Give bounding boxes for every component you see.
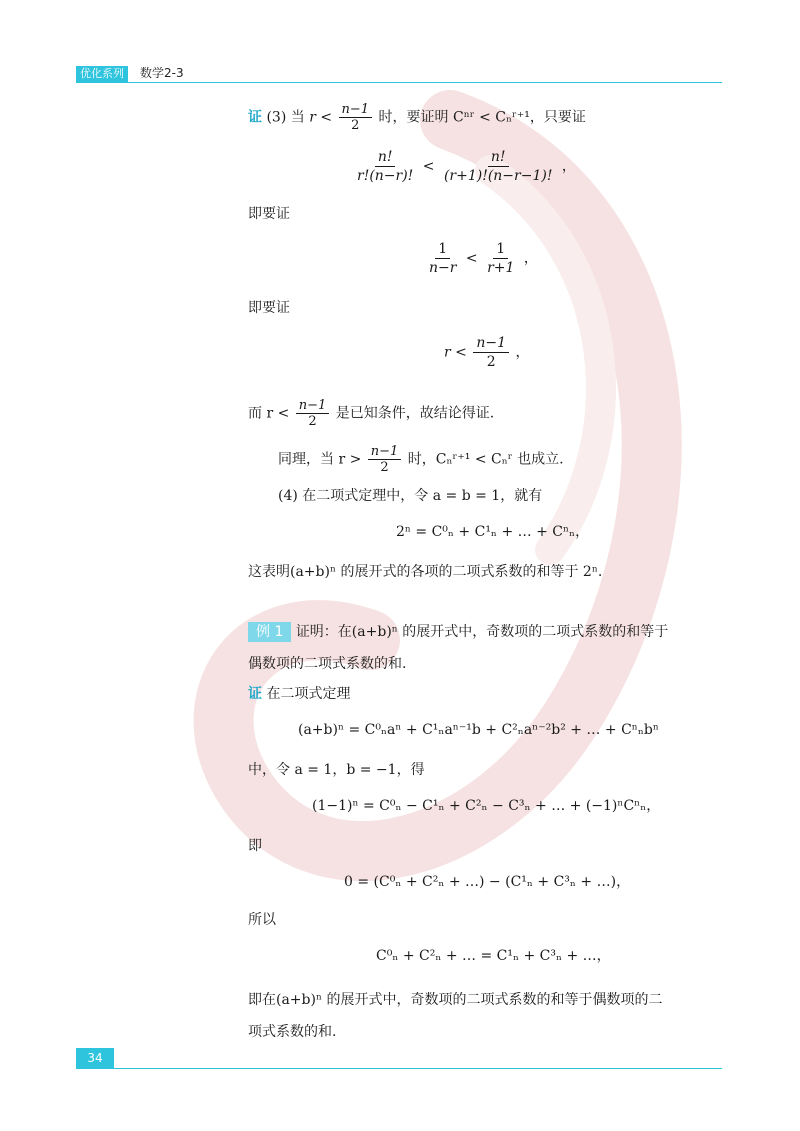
reciprocal-lhs — [426, 240, 459, 277]
r-inequality — [444, 334, 529, 371]
factorial-end: ， — [561, 158, 576, 175]
reciprocal-rhs-den: r+1 — [487, 260, 515, 276]
r-inequality-end: ， — [515, 344, 530, 361]
similar-text-2: 时，Cₙʳ⁺¹ < Cₙʳ 也成立. — [407, 451, 564, 468]
final-equation: C⁰ₙ + C²ₙ + … = C¹ₙ + C³ₙ + …， — [376, 948, 611, 964]
factorial-rhs-num: n! — [488, 148, 509, 167]
proof2-line1: 在二项式定理 — [266, 686, 351, 702]
reciprocal-rhs — [484, 240, 517, 277]
factorial-rhs — [441, 148, 556, 185]
need-prove-2: 即要证 — [248, 300, 290, 316]
known-condition-line — [248, 398, 494, 429]
similar-fraction-den: 2 — [380, 460, 389, 475]
intro-var: r — [309, 109, 316, 126]
known-text-2: 是已知条件，故结论得证. — [335, 405, 495, 422]
known-fraction-den: 2 — [308, 414, 317, 429]
similar-fraction — [368, 444, 402, 475]
r-inequality-lhs: r < — [444, 344, 467, 361]
proof-mark: 证 — [248, 109, 262, 126]
intro-text-1: (3) 当 — [266, 109, 310, 126]
final-conclusion-line1: 即在(a+b)ⁿ 的展开式中，奇数项的二项式系数的和等于偶数项的二 — [248, 992, 663, 1008]
factorial-lhs-den: r!(n−r)! — [357, 168, 414, 184]
factorial-inequality — [352, 148, 576, 185]
book-title: 数学2-3 — [140, 66, 184, 80]
condition-fraction-num: n−1 — [339, 102, 373, 118]
known-fraction-num: n−1 — [296, 398, 330, 414]
r-inequality-den: 2 — [486, 354, 496, 370]
series-badge: 优化系列 — [76, 66, 128, 82]
reciprocal-inequality — [424, 240, 538, 277]
reciprocal-lhs-den: n−r — [429, 260, 457, 276]
factorial-relation: < — [422, 158, 435, 175]
factorial-lhs — [354, 148, 416, 185]
intro-text-4: ⁿʳ < Cₙʳ⁺¹，只要证 — [463, 109, 586, 126]
reciprocal-rhs-num: 1 — [493, 240, 508, 259]
page-number: 34 — [76, 1048, 114, 1068]
example-label: 例 1 — [248, 622, 291, 642]
known-fraction — [296, 398, 330, 429]
factorial-lhs-num: n! — [375, 148, 396, 167]
factorial-rhs-den: (r+1)!(n−r−1)! — [443, 168, 553, 184]
proof2-line4: 所以 — [248, 912, 276, 928]
footer-rule — [76, 1068, 722, 1069]
r-inequality-num: n−1 — [473, 334, 509, 353]
example1-statement-line2: 偶数项的二项式系数的和. — [248, 656, 407, 672]
example1-statement-line1 — [248, 622, 668, 642]
condition-fraction — [339, 102, 373, 133]
similar-fraction-num: n−1 — [368, 444, 402, 460]
intro-text-3: 时，要证明 C — [378, 109, 464, 126]
proof-part3-intro — [248, 102, 586, 133]
binomial-sum-equation: 2ⁿ = C⁰ₙ + C¹ₙ + … + Cⁿₙ， — [396, 524, 590, 540]
similar-text-1: 同理，当 r > — [278, 451, 362, 468]
proof2-mark: 证 — [248, 686, 262, 702]
r-inequality-fraction — [473, 334, 509, 371]
final-conclusion-line2: 项式系数的和. — [248, 1024, 337, 1040]
part4-line: (4) 在二项式定理中，令 a = b = 1，就有 — [278, 488, 543, 504]
reciprocal-lhs-num: 1 — [435, 240, 450, 259]
proof2-line3: 即 — [248, 838, 262, 854]
alternating-sum-equation: (1−1)ⁿ = C⁰ₙ − C¹ₙ + C²ₙ − C³ₙ + … + (−1)ⁿCⁿₙ， — [312, 798, 661, 814]
similarly-line — [278, 444, 564, 475]
reciprocal-relation: < — [465, 250, 478, 267]
need-prove-1: 即要证 — [248, 206, 290, 222]
header-rule — [76, 82, 722, 83]
example-statement-1: 证明：在(a+b)ⁿ 的展开式中，奇数项的二项式系数的和等于 — [295, 624, 669, 640]
zero-equation: 0 = (C⁰ₙ + C²ₙ + …) − (C¹ₙ + C³ₙ + …)， — [344, 874, 631, 890]
intro-text-2: < — [315, 109, 337, 126]
condition-fraction-den: 2 — [351, 118, 360, 133]
proof2-intro — [248, 684, 350, 704]
proof2-line2: 中，令 a = 1，b = −1，得 — [248, 762, 425, 778]
reciprocal-end: ， — [523, 250, 538, 267]
sum-conclusion: 这表明(a+b)ⁿ 的展开式的各项的二项式系数的和等于 2ⁿ. — [248, 564, 603, 580]
known-text-1: 而 r < — [248, 405, 290, 422]
binomial-theorem-equation: (a+b)ⁿ = C⁰ₙaⁿ + C¹ₙaⁿ⁻¹b + C²ₙaⁿ⁻²b² + … + Cⁿₙbⁿ — [298, 722, 659, 738]
